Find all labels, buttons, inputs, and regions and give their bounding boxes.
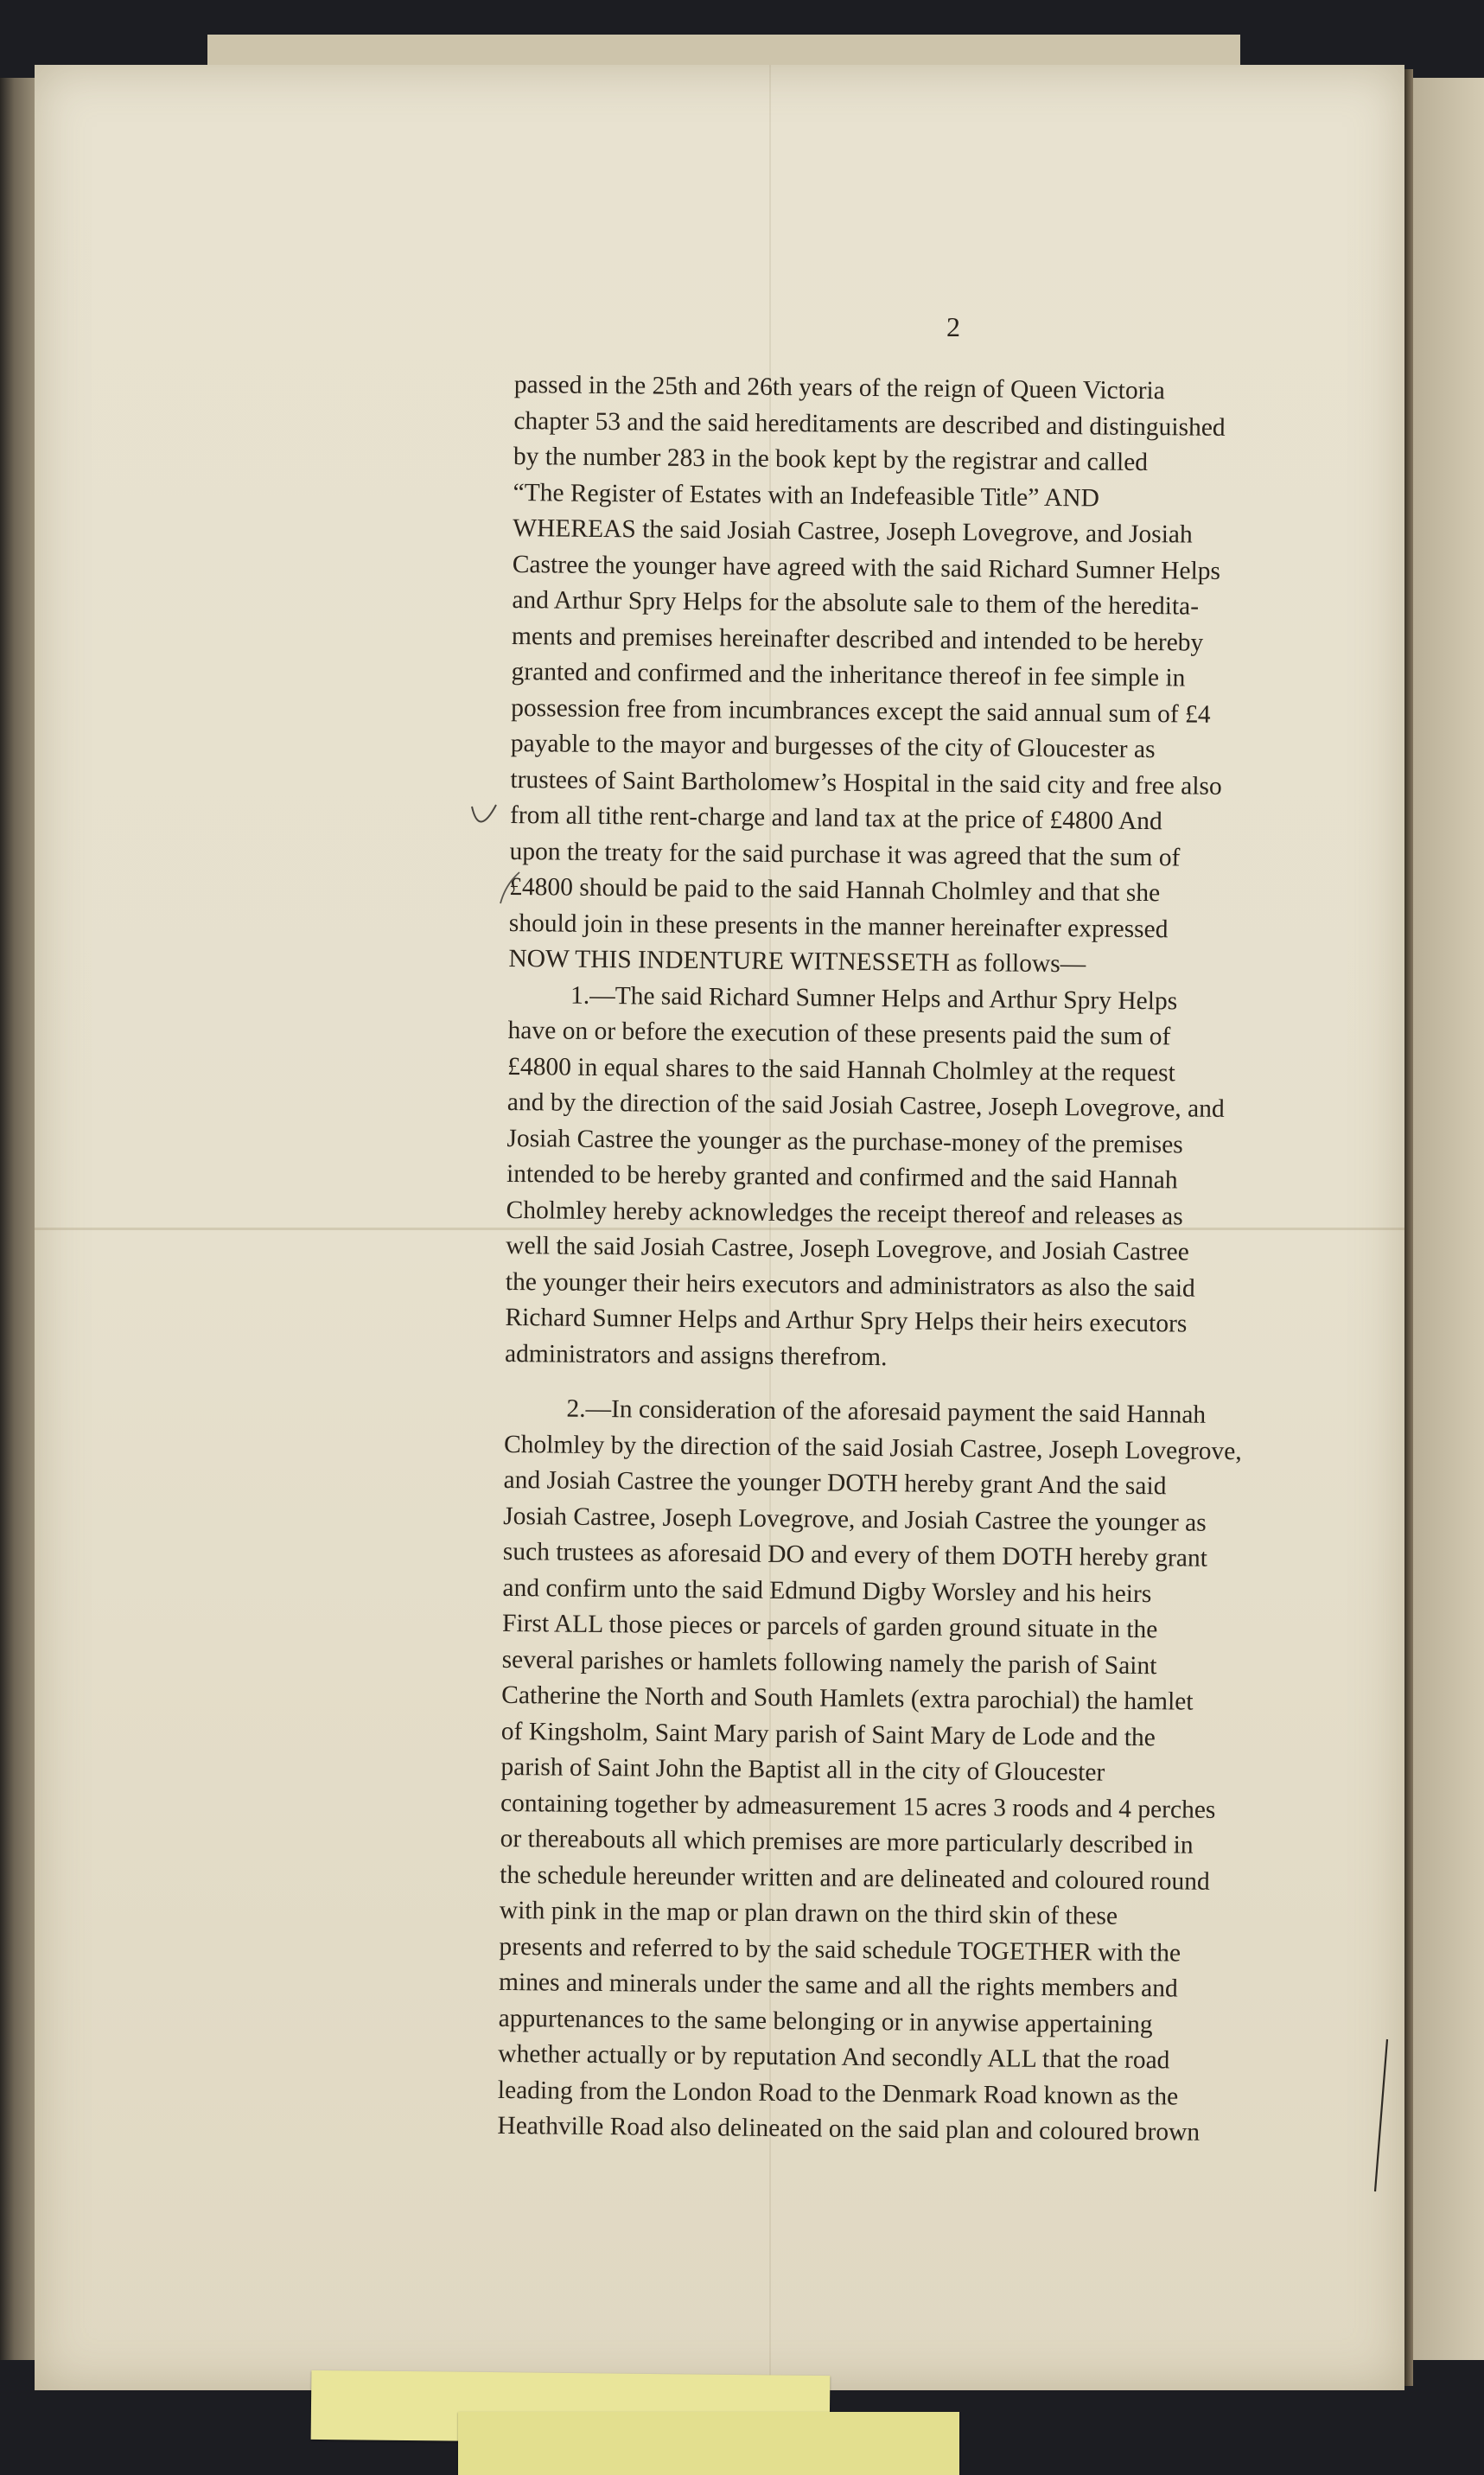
text-line: Cholmley by the direction of the said Josiah Castree, Joseph Lovegrove, <box>503 1430 1242 1465</box>
text-line: whether actually or by reputation And secondly ALL that the road <box>498 2039 1170 2075</box>
margin-bracket-mark <box>1370 2036 1392 2196</box>
adjacent-sheet <box>1413 78 1484 2360</box>
text-line: of Kingsholm, Saint Mary parish of Saint Mary de Lode and the <box>500 1717 1156 1751</box>
text-line: should join in these presents in the manner hereinafter expressed <box>508 909 1169 943</box>
text-line: trustees of Saint Bartholomew’s Hospital in the said city and free also <box>510 765 1222 801</box>
text-line: containing together by admeasurement 15 acres 3 roods and 4 perches <box>500 1789 1216 1824</box>
text-line: passed in the 25th and 26th years of the reign of Queen Victoria <box>513 370 1165 405</box>
text-line: intended to be hereby granted and confirmed and the said Hannah <box>506 1159 1178 1195</box>
paragraph-recitals <box>508 367 1396 986</box>
text-line: Castree the younger have agreed with the said Richard Sumner Helps <box>512 550 1221 585</box>
text-line: appurtenances to the same belonging or in anywise appertaining <box>498 2004 1153 2038</box>
text-line: the younger their heirs executors and administrators as also the said <box>505 1267 1195 1303</box>
book-binding-left <box>0 78 36 2360</box>
text-line: NOW THIS INDENTURE WITNESSETH as follows— <box>508 944 1086 979</box>
text-line: and Josiah Castree the younger DOTH hereby grant And the said <box>503 1465 1167 1501</box>
text-line: First ALL those pieces or parcels of garden ground situate in the <box>501 1609 1158 1644</box>
text-line: “The Register of Estates with an Indefeasible Title” AND <box>513 478 1100 513</box>
text-line: Cholmley hereby acknowledges the receipt thereof and releases as <box>506 1196 1183 1230</box>
text-line: possession free from incumbrances except the said annual sum of £4 <box>511 693 1211 729</box>
text-line: well the said Josiah Castree, Joseph Lovegrove, and Josiah Castree <box>506 1231 1189 1266</box>
text-line: with pink in the map or plan drawn on the third skin of these <box>499 1896 1118 1930</box>
text-line: administrators and assigns therefrom. <box>504 1339 888 1371</box>
text-line: £4800 in equal shares to the said Hannah Cholmley at the request <box>507 1052 1175 1087</box>
text-line: Catherine the North and South Hamlets (extra parochial) the hamlet <box>501 1681 1194 1716</box>
text-line: and confirm unto the said Edmund Digby Worsley and his heirs <box>502 1573 1152 1608</box>
paragraph-clause-1 <box>505 977 1390 1380</box>
text-line: ments and premises hereinafter described and intended to be hereby <box>511 622 1204 657</box>
page-number: 2 <box>946 311 960 342</box>
text-line: several parishes or hamlets following namely the parish of Saint <box>501 1645 1157 1680</box>
text-line: from all tithe rent-charge and land tax at the price of £4800 And <box>509 801 1162 836</box>
text-line: payable to the mayor and burgesses of the city of Gloucester as <box>510 729 1156 764</box>
sticky-tab <box>458 2412 959 2475</box>
text-line: upon the treaty for the said purchase it was agreed that the sum of <box>509 837 1181 871</box>
pencil-stroke-mark <box>497 869 523 908</box>
text-line: Josiah Castree, Joseph Lovegrove, and Josiah Castree the younger as <box>503 1502 1207 1537</box>
text-line: chapter 53 and the said hereditaments are described and distinguished <box>513 406 1226 442</box>
text-line: Heathville Road also delineated on the said plan and coloured brown <box>497 2111 1201 2146</box>
text-line: £4800 should be paid to the said Hannah Cholmley and that she <box>509 872 1161 908</box>
text-line: and by the direction of the said Josiah Castree, Joseph Lovegrove, and <box>506 1088 1225 1123</box>
text-line: parish of Saint John the Baptist all in the city of Gloucester <box>500 1752 1105 1787</box>
text-line: presents and referred to by the said schedule TOGETHER with the <box>499 1932 1181 1967</box>
text-line: Josiah Castree the younger as the purchase-money of the premises <box>506 1124 1183 1158</box>
document-body <box>497 367 1396 2153</box>
page-right-edge <box>1404 69 1413 2386</box>
text-line: mines and minerals under the same and all the rights members and <box>498 1968 1178 2003</box>
text-line: Richard Sumner Helps and Arthur Spry Helps their heirs executors <box>505 1303 1188 1338</box>
text-line: WHEREAS the said Josiah Castree, Joseph Lovegrove, and Josiah <box>513 513 1193 549</box>
text-line: by the number 283 in the book kept by the registrar and called <box>513 442 1149 477</box>
text-line: granted and confirmed and the inheritance thereof in fee simple in <box>511 657 1186 692</box>
text-line: 1.—The said Richard Sumner Helps and Arthur Spry Helps <box>570 981 1178 1015</box>
text-line: and Arthur Spry Helps for the absolute sale to them of the heredita- <box>512 585 1200 621</box>
text-line: or thereabouts all which premises are more particularly described in <box>500 1824 1194 1859</box>
text-line: have on or before the execution of these presents paid the sum of <box>507 1016 1171 1051</box>
text-line: the schedule hereunder written and are delineated and coloured round <box>500 1860 1210 1896</box>
pencil-tick-mark <box>467 800 501 843</box>
text-line: leading from the London Road to the Denmark Road known as the <box>497 2076 1179 2110</box>
paragraph-clause-2 <box>497 1391 1385 2153</box>
text-line: such trustees as aforesaid DO and every of them DOTH hereby grant <box>502 1537 1208 1572</box>
text-line: 2.—In consideration of the aforesaid payment the said Hannah <box>566 1394 1207 1429</box>
